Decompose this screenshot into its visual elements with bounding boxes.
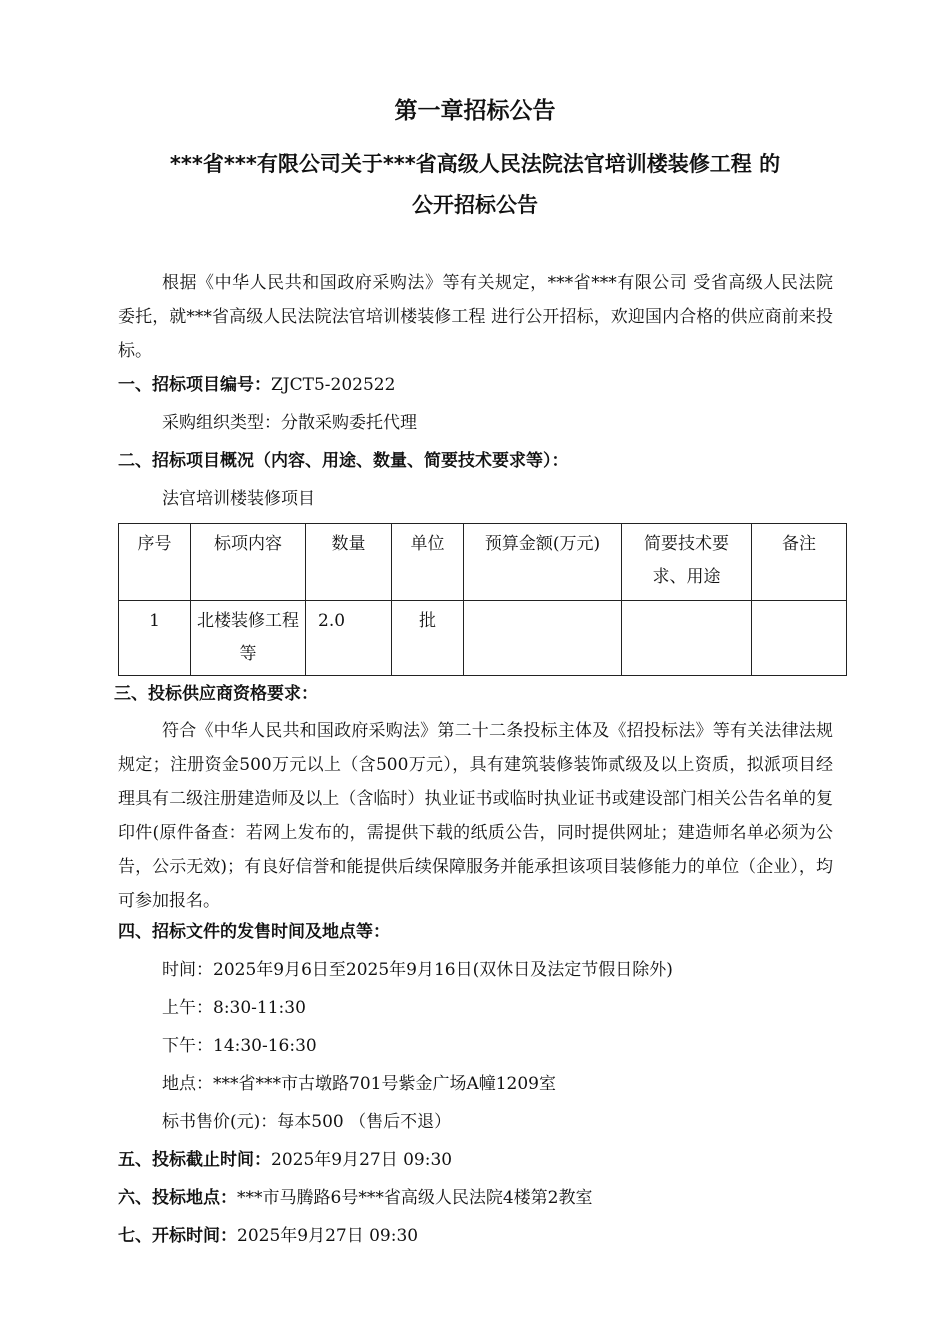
section5-value: 2025年9月27日 09:30	[271, 1150, 453, 1170]
section4-afternoon: 下午：14:30-16:30	[162, 1036, 317, 1056]
chapter-title: 第一章招标公告	[394, 98, 556, 124]
table-header-cell: 简要技术要求、用途	[622, 524, 752, 601]
intro-paragraph: 根据《中华人民共和国政府采购法》等有关规定，***省***有限公司 受省高级人民法院 委托，就***省高级人民法院法官培训楼装修工程 进行公开招标，欢迎国内合格的供应商前来投标。	[118, 273, 833, 361]
section4-price: 标书售价(元)：每本500 （售后不退）	[162, 1112, 452, 1132]
table-header-cell: 单位	[392, 524, 464, 601]
section1-line	[118, 368, 395, 402]
table-cell: 北楼装修工程等	[191, 601, 306, 676]
section5-label: 五、投标截止时间：	[118, 1150, 271, 1170]
section3-text: 符合《中华人民共和国政府采购法》第二十二条投标主体及《招投标法》等有关法律法规规定；注册资金500万元以上（含500万元），具有建筑装修装饰贰级及以上资质，拟派项目经理具有二级注册建造师及以上（含临时）执业证书或临时执业证书或建设部门相关公告名单的复印件(原件备查：若网上发布的，需提供下载的纸质公告，同时提供网址；建造师名单必须为公告，公示无效)；有良好信誉和能提供后续保障服务并能承担该项目装修能力的单位（企业），均可参加报名。	[118, 721, 833, 911]
announcement-title-line1: ***省***有限公司关于***省高级人民法院法官培训楼装修工程 的	[169, 152, 781, 176]
section2-sub: 法官培训楼装修项目	[162, 489, 315, 509]
section6-value: ***市马腾路6号***省高级人民法院4楼第2教室	[237, 1188, 593, 1208]
table-cell	[622, 601, 752, 676]
table-cell	[464, 601, 622, 676]
section4-location: 地点：***省***市古墩路701号紫金广场A幢1209室	[162, 1074, 556, 1094]
table-header-cell: 备注	[752, 524, 847, 601]
table-header-cell: 数量	[306, 524, 392, 601]
section1-sub: 采购组织类型：分散采购委托代理	[162, 413, 417, 433]
section7-line	[118, 1219, 418, 1253]
section4-time: 时间：2025年9月6日至2025年9月16日(双休日及法定节假日除外)	[162, 960, 673, 980]
section1-value: ZJCT5-202522	[271, 375, 396, 395]
section3-label: 三、投标供应商资格要求：	[114, 684, 318, 704]
section6-line	[118, 1181, 592, 1215]
table-cell: 批	[392, 601, 464, 676]
table-cell	[752, 601, 847, 676]
section7-label: 七、开标时间：	[118, 1226, 237, 1246]
section1-label: 一、招标项目编号：	[118, 375, 271, 395]
items-table	[118, 523, 847, 676]
section7-value: 2025年9月27日 09:30	[237, 1226, 419, 1246]
table-header-row	[119, 524, 847, 601]
announcement-title-line2: 公开招标公告	[412, 193, 538, 217]
section4-morning: 上午：8:30-11:30	[162, 998, 306, 1018]
table-cell: 2.0	[306, 601, 392, 676]
section6-label: 六、投标地点：	[118, 1188, 237, 1208]
section4-label: 四、招标文件的发售时间及地点等：	[118, 922, 390, 942]
table-row	[119, 601, 847, 676]
section5-line	[118, 1143, 452, 1177]
table-header-cell: 标项内容	[191, 524, 306, 601]
section2-label: 二、招标项目概况（内容、用途、数量、简要技术要求等）：	[118, 451, 569, 471]
table-header-cell: 预算金额(万元)	[464, 524, 622, 601]
table-header-cell: 序号	[119, 524, 191, 601]
table-cell: 1	[119, 601, 191, 676]
